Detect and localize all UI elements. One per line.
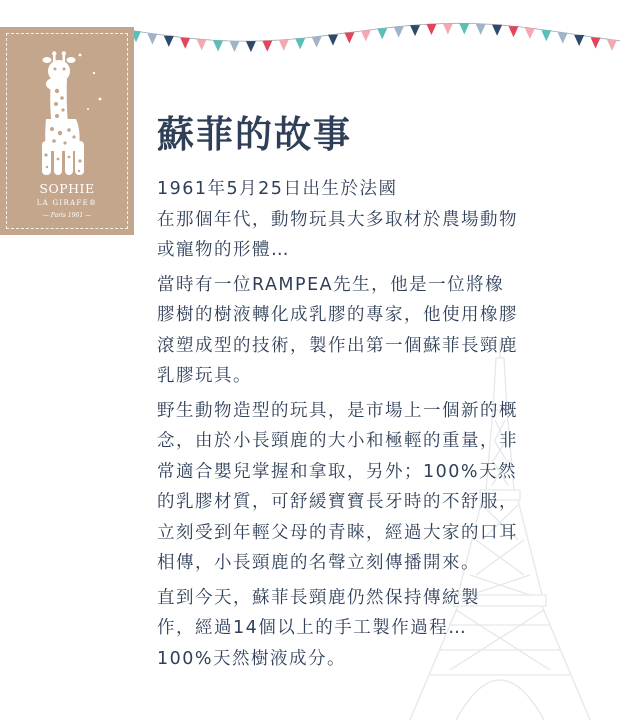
bunting-flag — [279, 40, 289, 51]
bunting-flag — [443, 23, 453, 34]
paragraph-today — [157, 583, 587, 675]
paragraph-origin — [157, 270, 587, 392]
bunting-flag — [558, 33, 568, 44]
text-line: 立刻受到年輕父母的青睞，經過大家的口耳 — [157, 522, 518, 543]
bunting-flag — [541, 30, 551, 41]
bunting-flag — [147, 34, 157, 45]
bunting-flag — [262, 41, 272, 52]
bunting-flag — [509, 26, 519, 37]
text-line: 野生動物造型的玩具，是市場上一個新的概 — [157, 400, 518, 421]
bunting-flag — [295, 38, 305, 49]
text-line: 作，經過14個以上的手工製作過程… — [157, 618, 468, 638]
bunting-flags-icon — [128, 22, 620, 82]
page-title: 蘇菲的故事 — [157, 113, 352, 156]
eiffel-tower-stroke — [456, 680, 544, 720]
bunting-flag — [426, 24, 436, 35]
bunting-flag — [525, 28, 535, 39]
bunting-flag — [476, 24, 486, 35]
brand-name: SOPHIE — [39, 181, 95, 196]
bunting-flag — [574, 35, 584, 46]
text-line: 當時有一位RAMPEA先生，他是一位將橡 — [157, 274, 505, 295]
bunting-flag — [197, 39, 207, 50]
giraffe-icon — [30, 51, 104, 179]
bunting-flag — [377, 28, 387, 39]
bunting-flag — [361, 30, 371, 41]
bunting-flag — [246, 41, 256, 52]
bunting-flag — [164, 36, 174, 47]
paragraph-birth — [157, 174, 587, 266]
brand-subtitle: LA GIRAFE® — [36, 199, 98, 207]
text-line: 的乳膠材質，可舒緩寶寶長牙時的不舒服， — [157, 492, 518, 512]
bunting-flag — [180, 38, 190, 49]
text-line: 1961年5月25日出生於法國 — [157, 179, 398, 199]
brand-tagline: — Paris 1961 — — [42, 212, 92, 219]
bunting-flag — [213, 40, 223, 51]
text-line: 乳膠玩具。 — [157, 366, 252, 386]
text-line: 膠樹的樹液轉化成乳膠的專家，他使用橡膠 — [157, 305, 518, 325]
text-line: 在那個年代，動物玩具大多取材於農場動物 — [157, 209, 518, 230]
text-line: 滾塑成型的技術，製作出第一個蘇菲長頸鹿 — [157, 335, 518, 356]
text-line: 常適合嬰兒掌握和拿取，另外；100%天然 — [157, 461, 518, 482]
bunting-flag — [394, 27, 404, 38]
bunting-flag — [591, 37, 601, 48]
text-line: 相傳，小長頸鹿的名聲立刻傳播開來。 — [157, 553, 480, 573]
brand-logo-card — [0, 27, 134, 235]
bunting-flag — [312, 37, 322, 48]
text-line: 直到今天，蘇菲長頸鹿仍然保持傳統製 — [157, 587, 480, 608]
paragraph-concept — [157, 396, 587, 579]
story-text — [157, 174, 587, 678]
text-line: 100%天然樹液成分。 — [157, 648, 347, 669]
bunting-flag — [410, 25, 420, 36]
bunting-flag — [344, 33, 354, 44]
text-line: 念，由於小長頸鹿的大小和極輕的重量，非 — [157, 431, 518, 451]
text-line: 或寵物的形體… — [157, 240, 290, 260]
bunting-flag — [328, 35, 338, 46]
bunting-flag — [229, 41, 239, 52]
bunting-flag — [607, 40, 617, 51]
bunting-flag — [492, 25, 502, 36]
bunting-flag — [459, 23, 469, 34]
